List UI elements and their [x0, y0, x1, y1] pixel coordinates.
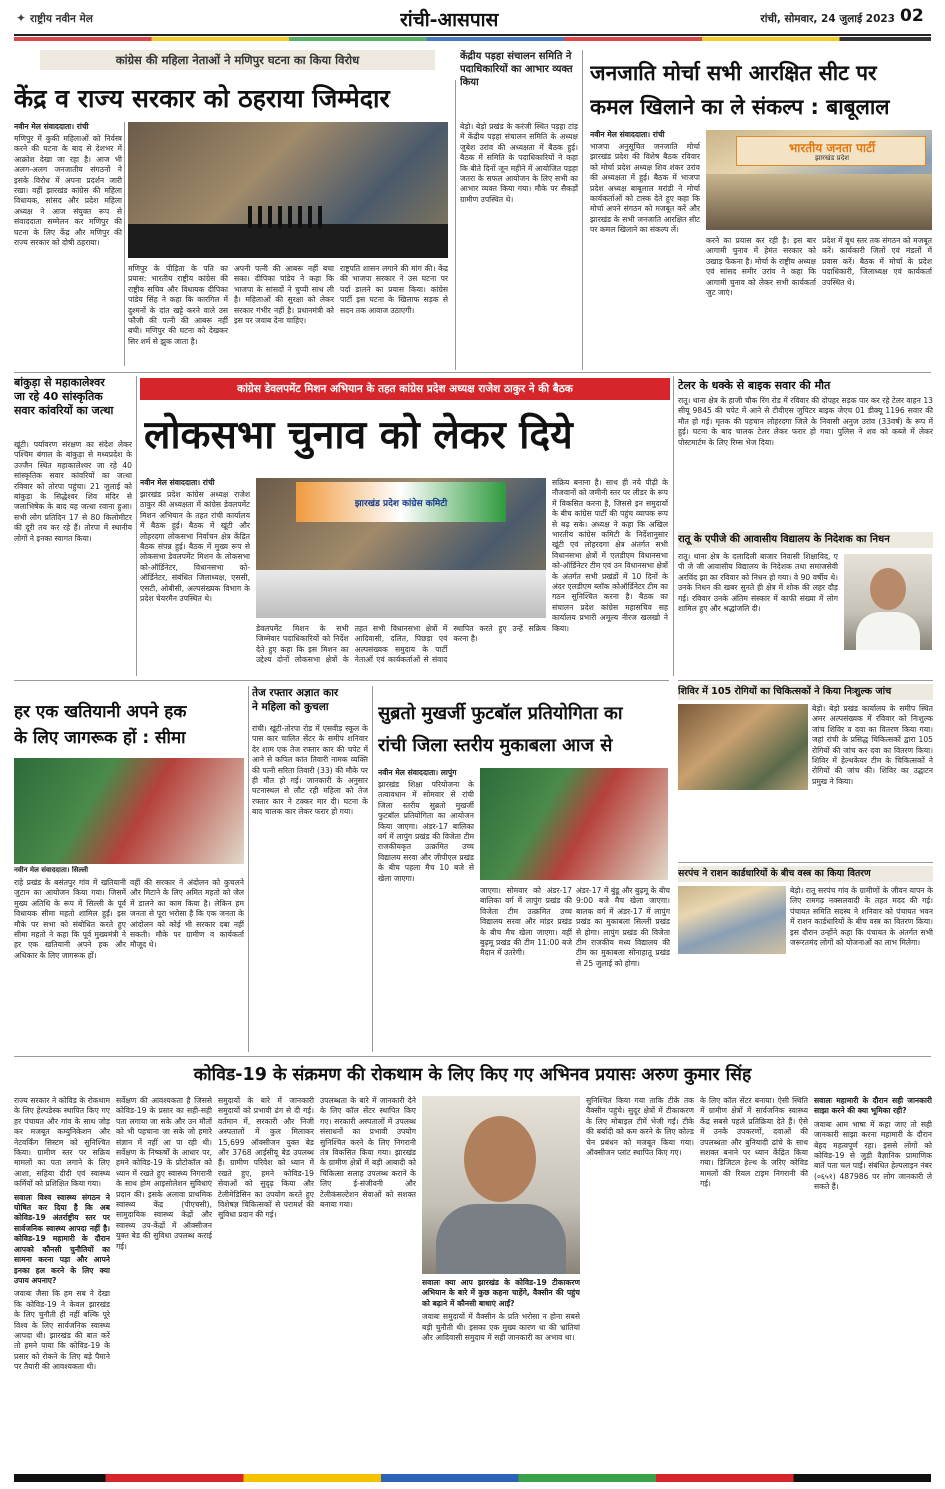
story13-col3: समुदायों के बारे में जानकारी समुदायों को प्रभावी ढंग से दी गई। वर्तमान में, सरकारी और निजी अस्पतालों में कुल मिलाकर 15,699 ऑक्सीजन युक्त बेड और 3768 आईसीयू बेड उपलब्ध हैं। ग्रामीण परिवेश को ध्यान में रखते हुए, हमने कोविड-19 सेवाओं को सुदृढ़ किया और टेलीमेडिसिन का उपयोग करते हुए विशेषज्ञ चिकित्सकों से परामर्श की सुविधा प्रदान की गई।	[218, 1096, 314, 1220]
meeting-table	[256, 570, 546, 618]
dateline: रांची, सोमवार, 24 जुलाई 2023	[760, 13, 895, 25]
row-rule	[678, 862, 933, 863]
story13-col1	[14, 1096, 110, 1466]
col-rule	[455, 80, 456, 370]
story12-body3: अंडर-17 में बुंडू और बुढ़मू के बीच 9:00 बजे मैच खेला जाएगा। बालक वर्ग में अंडर-17 में लापुंग प्रखंड का मुकाबला सिल्ली प्रखंड से होगा। लापुंग प्रखंड की विजेता टीम राजकीय मध्य विद्यालय की टीम का मुकाबला सोनाहातू प्रखंड से 25 जुलाई को होगा।	[576, 886, 670, 968]
col-rule	[673, 376, 674, 676]
col-rule	[136, 376, 137, 676]
story8-body: बेड़ो। बेड़ो प्रखंड कार्यालय के समीप स्थित अमर अल्पसंख्यक में रविवार को निःशुल्क जांच शिविर व दवा का वितरण किया गया। जहां रांची के प्रसिद्ध चिकित्सकों द्वारा 105 रोगियों की जांच कर दवा का वितरण किया। शिविर में हेल्थकेयर टीम के चिकित्सकों ने रोगियों की जांच की। शिविर का उद्घाटन प्रमुख ने किया।	[812, 704, 933, 786]
story9-distribution-photo	[678, 886, 786, 954]
story11-body: रांची। खूंटी-तोरपा रोड में एसवीड़ स्कूल के पास कार चालित सेंटर के समीप शनिवार देर शाम एक तेज रफ्तार कार की चपेट में आने से कपिल कांत तिवारी नामक व्यक्ति की पत्नी सरिता तिवारी (33) की मौके पर ही मौत हो गई। जानकारी के अनुसार घटनास्थल से लौट रही महिला को तेज रफ्तार कार ने टक्कर मार दी। घटना के बाद चालक कार लेकर फरार हो गया।	[252, 724, 368, 817]
story8-headline: शिविर में 105 रोगियों का चिकित्सकों ने किया निःशुल्क जांच	[678, 684, 933, 700]
story5-body3: सक्रिय बनाना है। साथ ही नये पीढ़ी के नौजवानों को जमीनी स्तर पर लीडर के रूप में विकसित करना है, जिससे इन समुदायों के बीच कांग्रेस पार्टी की पहुंच व्यापक रूप से बढ़ सके। अध्यक्ष ने कहा कि अखिल भारतीय कांग्रेस कमिटी के निर्देशानुसार खूंटी एवं लोहरदगा क्षेत्र अंतर्गत सभी विधानसभा क्षेत्रों में एलडीएम विधानसभा को-ऑर्डिनेटर टीम एवं उन विधानसभा क्षेत्रों के अंतर्गत सभी प्रखंडों में 10 दिनों के अंदर एलडीएम ब्लॉक कोऑर्डिनेटर टीम का गठन सुनिश्चित करना है। बैठक का संचालन प्रदेश कांग्रेस महासचिव सह कार्यालय प्रभारी अमूल्य नीरज खलखो ने किया।	[552, 478, 668, 633]
story12-byline: नवीन मेल संवाददाता। लापुंग	[378, 768, 457, 777]
story6-headline: टेलर के धक्के से बाइक सवार की मौत	[678, 379, 831, 392]
story12-body: झारखंड शिक्षा परियोजना के तत्वावधान में सोमवार से रांची जिला स्तरीय सुब्रतो मुखर्जी फुटबॉल प्रतियोगिता का आयोजन किया जाएगा। अंडर-17 बालिका वर्ग में लापुंग प्रखंड की विजेता टीम राजकीयकृत उत्क्रमित उच्च विद्यालय सरवा और जीपीएल प्रखंड के बीच पहला मैच 10 बजे से खेला जाएगा।	[378, 780, 474, 883]
story10-body: राहे प्रखंड के बसंतपुर गांव में खतियानी जुटान का आयोजन किया गया। जिसमें मुख्य अतिथि के रूप में सिल्ली के पूर्व विधायक सीमा महतो शामिल हुईं। इस मौके पर सभा को संबोधित करते हुए सीमा महतो ने कहा कि पूर्व मुख्यमंत्री ने हर एक खतियानी अपने हक और अधिकार के लिए जागरूक हों।	[14, 878, 126, 960]
story13-col9	[814, 1096, 932, 1466]
story5-band: कांग्रेस डेवलपमेंट मिशन अभियान के तहत कांग्रेस प्रदेश अध्यक्ष राजेश ठाकुर ने की बैठक	[140, 378, 670, 400]
story13-photo-answer: जवाबः समुदायों में वैक्सीन के प्रति भरोसा न होना सबसे बड़ी चुनौती थी। इसका एक मुख्य कारण था की भ्रांतियां और आदिवासी समुदाय में सही जानकारी का अभाव था।	[422, 1312, 580, 1343]
story12-team-photo	[480, 768, 668, 880]
portrait-body	[856, 612, 920, 650]
story7-portrait-photo	[844, 554, 932, 650]
portrait-head	[870, 568, 906, 610]
story13-portrait-photo	[422, 1096, 580, 1274]
bird-logo-icon: ✦	[16, 12, 27, 24]
story13-col4: उपलब्धता के बारे में जानकारी देने के लिए कॉल सेंटर स्थापित किए गए। सरकारी अस्पतालों में उपलब्ध संसाधनों का प्रभावी उपयोग सुनिश्चित करने के लिए निगरानी तंत्र विकसित किया गया। झारखंड के ग्रामीण क्षेत्रों में बड़ी आबादी को चिकित्सा सलाह उपलब्ध कराने के लिए ई-संजीवनी और टेलीकंसल्टेशन सेवाओं को सशक्त बनाया गया।	[320, 1096, 416, 1210]
story5-meeting-photo	[256, 478, 546, 618]
footer-color-bar	[14, 1474, 931, 1482]
story13-photo-qa	[422, 1278, 580, 1466]
masthead-rule	[14, 34, 931, 36]
col-rule	[248, 686, 249, 1052]
interviewee-body	[436, 1204, 566, 1274]
story9-headline: सरपंच ने राशन कार्डधारियों के बीच वस्त्र का किया वितरण	[678, 866, 933, 882]
story5-body: झारखंड प्रदेश कांग्रेस अध्यक्ष राजेश ठाकुर की अध्यक्षता में कांग्रेस डेवलपमेंट मिशन अभियान के तहत रांची कार्यालय में बैठक हुई। बैठक में खूंटी और लोहरदगा लोकसभा निर्वाचन क्षेत्र केंद्रित बैठक संपन्न हुई। बैठक में मुख्य रूप से लोकसभा डेवलपमेंट मिशन के लोकसभा को-ऑर्डिनेटर, विधानसभा को-ऑर्डिनेटर, संबंधित जिलाध्यक्ष, एससी, एसटी, ओबीसी, अल्पसंख्यक विभाग के प्रदेश चेयरमैन उपस्थित थे।	[140, 490, 250, 604]
story4-headline	[14, 376, 132, 438]
story10-body2: वहीं की सरकार ने अंदोलन को कुचलने और मिटाने के लिए अमित महतो को जेल में डालने का काम किया है। लेकिन हम जनता से पूरा भरोसा है कि एक जनता के आंदोलन को कोई भी सरकार दबा नहीं सकती। मौके पर ग्रामीण व कार्यकर्ता मौजूद थे।	[130, 878, 244, 950]
congress-banner-label: झारखंड प्रदेश कांग्रेस कमिटी	[354, 499, 448, 509]
story9-body: बेड़ो। रातू सरपंच गांव के ग्रामीणों के जीवन यापन के लिए रामगढ़ नक्सलवादी के तहत मदद की गई। पंचायत समिति सदस्य ने शनिवार को पंचायत भवन में राशन कार्डधारियों के बीच वस्त्र का वितरण किया। इस दौरान उन्होंने कहा कि पंचायत के अंतर्गत सभी जरूरतमंद लोगों को योजनाओं का लाभ मिलेगा।	[790, 886, 933, 948]
story10-headline-l2: के लिए जागरूक हों : सीमा	[14, 728, 186, 748]
story1-press-photo	[128, 122, 448, 258]
bjp-banner-text: भारतीय जनता पार्टी	[788, 141, 876, 155]
story1-body2: मणिपुर के पीड़िता के पति का प्रयास: भारतीय राष्ट्रीय कांग्रेस की राष्ट्रीय सचिव और विधायक दीपिका पांडेय सिंह ने कहा कि कारगिल में दुश्मनों के दांत खट्टे करने वाले उस फौजी की पत्नी की आबरू नहीं बची। मणिपुर की घटना को देखकर सिर शर्म से झुक जाता है।	[128, 264, 228, 346]
story3-headline-l1: जनजाति मोर्चा सभी आरक्षित सीट पर	[590, 61, 877, 85]
paper-name: राष्ट्रीय नवीन मेल	[30, 13, 93, 25]
congress-banner	[296, 482, 506, 522]
story2-body: बेड़ो। बेड़ो प्रखंड के करंजी स्थित पड़हा टांड़ में केंद्रीय पड़हा संचालन समिति के अध्यक्ष जुबेश उरांव की अध्यक्षता में बैठक हुई। बैठक में समिति के पदाधिकारियों ने कहा कि बीते दिनों जून महीने में आयोजित पड़हा जतरा के सफल आयोजन के लिए सभी का आभार व्यक्त किया गया। मौके पर सैकड़ों ग्रामीण उपस्थित थे।	[460, 122, 578, 204]
page-number: 02	[900, 6, 924, 26]
story13-col8: के लिए कॉल सेंटर बनाया। ऐसी स्थिति में ग्रामीण क्षेत्रों में सार्वजनिक स्वास्थ्य केंद्र सबसे पहले प्रतिक्रिया देते हैं। ऐसे में उनके उपकरणों, दवाओं की उपलब्धता और बुनियादी ढांचे के साथ सशक्त बनाने पर ध्यान केंद्रित किया गया। डिजिटल हेल्थ के जरिए कोविड मामलों की रियल टाइम निगरानी की गई।	[700, 1096, 808, 1189]
story8-clinic-photo	[678, 704, 808, 790]
story3-body3: प्रदेश में बूथ स्तर तक संगठन को मजबूत करें। कार्यकारी जिलों एवं मंडलों में प्रवास करें। बैठक में मोर्चा के प्रदेश पदाधिकारी, जिलाध्यक्ष एवं कार्यकर्ता उपस्थित थे।	[822, 236, 932, 287]
story4-headline-l3: सवार कांवरियों का जत्था	[14, 404, 114, 417]
story3-byline: नवीन मेल संवाददाता। रांची	[590, 130, 665, 139]
story4-headline-l1: बांकुड़ा से महाकालेश्वर	[14, 376, 105, 389]
col-rule	[372, 686, 373, 1052]
row-rule	[14, 372, 931, 373]
col-rule	[124, 122, 125, 366]
row-rule	[14, 1056, 931, 1057]
stage-people	[706, 174, 932, 230]
col-rule	[582, 50, 583, 370]
story5-byline: नवीन मेल संवाददाता। रांची	[140, 478, 215, 487]
story4-headline-l2: जा रहे 40 सांस्कृतिक	[14, 390, 103, 403]
story3-headline-l2: कमल खिलाने का ले संकल्प : बाबूलाल	[590, 95, 890, 119]
story2-kicker: केंद्रीय पड़हा संचालन समिति ने पदाधिकारियों का आभार व्यक्त किया	[460, 51, 573, 88]
story3-bjp-photo	[706, 130, 932, 230]
story12-headline-l2: रांची जिला स्तरीय मुकाबला आज से	[378, 735, 613, 756]
story3-body: भाजपा अनुसूचित जनजाति मोर्चा झारखंड प्रदेश की विशेष बैठक रविवार को मोर्चा प्रदेश अध्यक्ष शिव शंकर उरांव की अध्यक्षता में हुई। बैठक में भाजपा प्रदेश अध्यक्ष बाबूलाल मरांडी ने मोर्चा कार्यकर्ताओं को टास्क देते हुए कहा कि मोर्चा अपने संगठन को मजबूत करें और झारखंड के सभी जनजाति आरक्षित सीट पर कमल खिलाने का संकल्प लें।	[590, 142, 700, 235]
bjp-banner-sub: झारखंड प्रदेश	[814, 154, 850, 162]
story1-body: मणिपुर में कुकी महिलाओं को निर्वस्त्र करने की घटना के बाद से देशभर में आक्रोश देखा जा रहा है। आज भी अलग-अलग जनजातीय संगठनों ने इसके विरोध में अपना प्रदर्शन जारी रखा। वहीं झारखंड कांग्रेस की महिला विधायक, सांसद और प्रदेश महिला अध्यक्ष ने आज संयुक्त रूप से संवाददाता सम्मेलन कर मणिपुर की घटना के लिए केंद्र और मणिपुर की राज्य सरकार को दोषी ठहराया।	[14, 134, 122, 248]
story10-caption: नवीन मेल संवाददाता। सिल्ली	[14, 866, 89, 874]
story1-kicker: कांग्रेस की महिला नेताओं ने मणिपुर घटना का किया विरोध	[40, 50, 435, 70]
story5-headline: लोकसभा चुनाव को लेकर दिये	[144, 413, 573, 458]
story10-headline-l1: हर एक खतियानी अपने हक	[14, 702, 187, 722]
story13-headline: कोविड-19 के संक्रमण की रोकथाम के लिए किए गए अभिनव प्रयासः अरुण कुमार सिंह	[193, 1065, 752, 1085]
story11-headline	[252, 686, 370, 722]
microphones	[248, 206, 328, 228]
story1-body3: अपनी पत्नी की आबरू नहीं बचा सका। दीपिका पांडेय ने कहा कि भाजपा के सांसदों ने चुप्पी साध ली है। महिलाओं की सुरक्षा को लेकर सरकार गंभीर नहीं है। प्रधानमंत्री को इस पर जवाब देना चाहिए।	[234, 264, 334, 326]
masthead-color-stripe	[14, 37, 931, 41]
story4-body: खूंटी। पर्यावरण संरक्षण का संदेश लेकर पश्चिम बंगाल के बांकुड़ा से मध्यप्रदेश के उज्जैन स्थित महाकालेश्वर जा रहे 40 सांस्कृतिक सवार कांवरियों का जत्था रविवार को तोरपा पहुंचा। 21 जुलाई को बांकुड़ा के सिद्धेश्वर शिव मंदिर से जलाभिषेक के बाद यह जत्था रवाना हुआ। सभी लोग प्रतिदिन 17 से 80 किलोमीटर की दूरी तय कर रहे हैं। तोरपा में स्थानीय लोगों ने इनका स्वागत किया।	[14, 440, 132, 543]
story13-photo-question: सवालः क्या आप झारखंड के कोविड-19 टीकाकरण अभियान के बारे में कुछ कहना चाहेंगे, वैक्सीन की पहुंच को बढ़ाने में कौनसी बाधाएं आईं?	[422, 1278, 580, 1308]
story10-group-photo	[14, 758, 244, 864]
section-title: रांची-आसपास	[400, 9, 499, 31]
press-table	[128, 224, 448, 258]
story1-byline: नवीन मेल संवाददाता। रांची	[14, 122, 89, 131]
story13-col1-text: राज्य सरकार ने कोविड के रोकथाम के लिए हेल्पडेस्क स्थापित किए गए हर पंचायत और गांव के साथ जोड़ कर मजबूत कम्युनिकेशन और नेटवर्किंग सिस्टम को सुनिश्चित किया। ग्रामीण स्तर पर सक्रिय मामलों का पता लगाने के लिए आशा, सहिया दीदी एवं स्वास्थ्य कर्मियों को प्रशिक्षित किया गया।	[14, 1096, 110, 1189]
story13-col2: सर्वेक्षण की आवश्यकता है जिससे कोविड-19 के प्रसार का सही-सही पता लगाया जा सके और उन मौतों को भी पहचाना जा सके जो हमारे संज्ञान में नहीं आ पा रही थी। सर्वेक्षण के निष्कर्षों के आधार पर, हमने कोविड-19 के प्रोटोकॉल को ध्यान में रखते हुए स्वास्थ्य निगरानी के साथ होम आइसोलेशन सुविधाएं प्रदान की। इसके अलावा प्राथमिक स्वास्थ्य केंद्र (पीएचसी), सामुदायिक स्वास्थ्य केंद्रों और स्वास्थ्य उप-केंद्रों में ऑक्सीजन युक्त बेड की सुविधा उपलब्ध कराई गई।	[116, 1096, 212, 1251]
story13-col1-answer: जवाबः जैसा कि हम सब ने देखा कि कोविड-19 ने केवल झारखंड के लिए चुनौती ही नहीं बल्कि पूरे विश्व के लिए सार्वजनिक स्वास्थ्य आपदा थी। झारखंड की बात करें तो हमने पाया कि कोविड-19 के प्रसार को रोकने के लिए बड़े पैमाने पर तैयारी की आवश्यकता थी।	[14, 1289, 110, 1372]
story13-col7: सुनिश्चित किया गया ताकि टीके तक वैक्सीन पहुंचे। सुदूर क्षेत्रों में टीकाकरण के लिए मोबाइल टीमें भेजी गईं। टीके की बर्बादी को कम करने के लिए कोल्ड चेन प्रबंधन को मजबूत किया गया। ऑक्सीजन प्लांट स्थापित किए गए।	[586, 1096, 694, 1158]
story12-body2: जाएगा। सोमवार को अंडर-17 बालिका वर्ग में लापुंग प्रखंड की विजेता टीम उत्क्रमित उच्च विद्यालय सरवा और मांडर प्रखंड के बीच मैच खेला जाएगा। वहीं बुढ़मू प्रखंड की टीम 11:00 बजे मैदान में उतरेगी।	[480, 886, 572, 958]
story12-headline-l1: सुब्रतो मुखर्जी फुटबॉल प्रतियोगिता का	[378, 703, 623, 724]
story7-body: रातू। थाना क्षेत्र के दलादिली बाजार निवासी शिक्षाविद, ए पी जे जी आवासीय विद्यालय के निदेशक तथा समाजसेवी अरविंद झा का रविवार को निधन हो गया। वे 90 वर्षीय थे। उनके निधन की खबर सुनते ही क्षेत्र में शोक की लहर दौड़ गई। रविवार उनके अंतिम संस्कार में काफी संख्या में लोग शामिल हुए और श्रद्धांजलि दी।	[678, 552, 838, 614]
story11-headline-l2: ने महिला को कुचला	[252, 701, 329, 713]
story13-col9-question: सवालः महामारी के दौरान सही जानकारी साझा करने की क्या भूमिका रही?	[814, 1096, 932, 1116]
story11-headline-l1: तेज रफ्तार अज्ञात कार	[252, 687, 339, 699]
story13-col9-answer: जवाबः आम भाषा में कहा जाए तो सही जानकारी साझा करना महामारी के दौरान बेहद महत्वपूर्ण रहा। इससे लोगों को कोविड-19 से जुड़ी वैज्ञानिक प्रामाणिक बातें पता चल पाईं। संबंधित हेल्पलाइन नंबर (०६५१) 487986 पर लोग जानकारी ले सकते हैं।	[814, 1119, 932, 1192]
bjp-banner	[736, 136, 926, 166]
story7-headline: रातू के एपीजे की आवासीय विद्यालय के निदेशक का निधन	[678, 532, 933, 548]
story1-body5: राष्ट्रपति शासन लगाने की मांग की। केंद्र की भाजपा सरकार ने उस घटना पर पर्दा डालने का प्रयास किया। कांग्रेस पार्टी इस घटना के खिलाफ सड़क से सदन तक आवाज उठाएगी।	[340, 264, 448, 315]
row-rule	[14, 680, 669, 681]
story5-body2: डेवलपमेंट मिशन के सभी जिम्मेवार पदाधिकारियों को निर्देश देते हुए कहा कि इस मिशन का उद्देश्य दोनों लोकसभा क्षेत्रों के तहत सभी विधानसभा क्षेत्रों में आदिवासी, दलित, पिछड़ा एवं अल्पसंख्यक समुदाय के पार्टी नेताओं एवं कार्यकर्ताओं से संवाद स्थापित करते हुए उन्हें सक्रिय करना है।	[256, 624, 546, 665]
story3-body2: करने का प्रयास कर रही है। इस बार आगामी चुनाव में हेमंत सरकार को उखाड़ फेंकना है। मोर्चा के राष्ट्रीय अध्यक्ष एवं सांसद समीर उरांव ने कहा कि आगामी चुनाव को लेकर सभी कार्यकर्ता जुट जाएं।	[706, 236, 816, 298]
story13-col1-question: सवालः विश्व स्वास्थ्य संगठन ने घोषित कर दिया है कि अब कोविड-19 अंतर्राष्ट्रीय स्तर पर सार्वजनिक स्वास्थ्य आपदा नहीं है। कोविड-19 महामारी के दौरान आपको कौनसी चुनौतियों का सामना करना पड़ा और आपने इनका हल करने के लिए क्या उपाय अपनाए?	[14, 1192, 110, 1285]
interviewee-head	[464, 1116, 536, 1202]
story1-headline: केंद्र व राज्य सरकार को ठहराया जिम्मेदार	[14, 84, 390, 113]
story6-body: रातू। थाना क्षेत्र के हाजी चौक रिंग रोड में रविवार की दोपहर सड़क पार कर रहे टेलर वाहन 13 सीयू 9845 की चपेट में आने से टीवीएस जुपिटर बाइक जेएच 01 डीक्यू 1196 सवार की मौत हो गई। मृतक की पहचान लोहरदगा जिले के निवासी अनुज उरांव (33वर्ष) के रूप में हुई। घटना के बाद चालक टेलर लेकर फरार हो गया। पुलिस ने शव को कब्जे में लेकर पोस्टमार्टम के लिए रिम्स भेज दिया।	[678, 396, 933, 447]
row-rule	[678, 680, 933, 681]
